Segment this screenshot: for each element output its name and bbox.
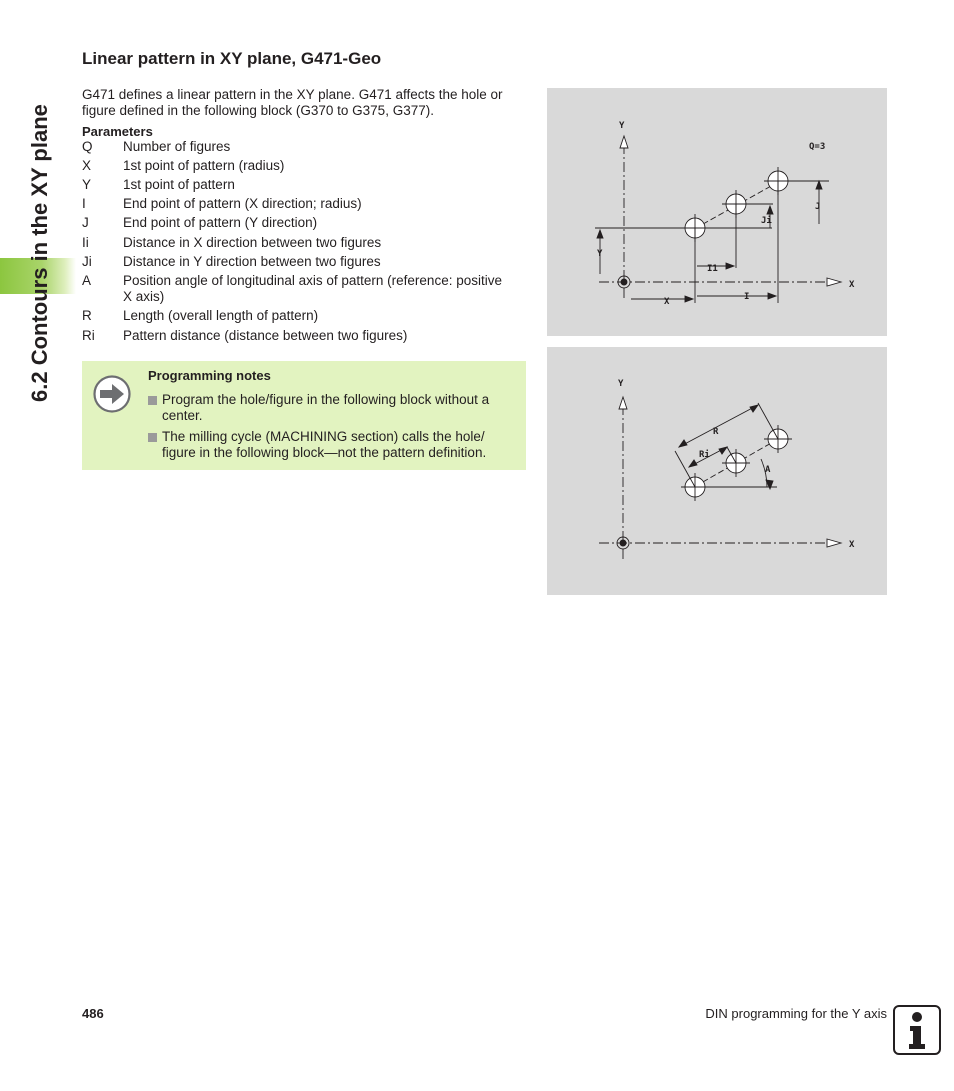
parameter-description: Number of figures bbox=[123, 139, 231, 154]
parameter-description: Distance in Y direction between two figures bbox=[123, 254, 381, 269]
parameter-description: End point of pattern (X direction; radius) bbox=[123, 196, 362, 211]
parameter-key: A bbox=[82, 273, 92, 288]
parameter-description: 1st point of pattern bbox=[123, 177, 235, 192]
parameter-key: Q bbox=[82, 139, 93, 154]
intro-paragraph: G471 defines a linear pattern in the XY plane. G471 affects the hole or figure defined in the following block (G370 to G375, G377). bbox=[82, 87, 503, 118]
x-dimension-label: X bbox=[664, 297, 670, 307]
i1-dimension-label: I1 bbox=[707, 264, 718, 274]
linear-pattern-diagram bbox=[547, 88, 887, 336]
y-axis-label: Y bbox=[618, 379, 624, 389]
x-axis-label: X bbox=[849, 280, 855, 290]
chapter-side-title: 6.2 Contours in the XY plane bbox=[27, 104, 52, 402]
bullet-square-icon bbox=[148, 433, 157, 442]
x-axis-label: X bbox=[849, 540, 855, 550]
info-glyph bbox=[895, 1007, 939, 1053]
parameter-description: Pattern distance (distance between two figures) bbox=[123, 328, 408, 343]
parameter-key: Ri bbox=[82, 328, 95, 343]
pattern-angle-diagram bbox=[547, 347, 887, 595]
notes-title: Programming notes bbox=[148, 368, 271, 383]
bullet-square-icon bbox=[148, 396, 157, 405]
y-axis-label: Y bbox=[619, 121, 625, 131]
q-label: Q=3 bbox=[809, 142, 826, 152]
ri-dimension-label: Ri bbox=[699, 450, 710, 460]
r-dimension-label: R bbox=[713, 427, 719, 437]
parameter-key: Ii bbox=[82, 235, 89, 250]
ji-dimension-label: Ji bbox=[761, 216, 772, 226]
pattern-angle-drawing bbox=[547, 347, 887, 595]
info-icon bbox=[893, 1005, 941, 1055]
angle-a-label: A bbox=[765, 465, 771, 475]
parameter-key: Y bbox=[82, 177, 92, 192]
parameter-key: Ji bbox=[82, 254, 92, 269]
i-dimension-label: I bbox=[744, 292, 750, 302]
parameters-heading: Parameters bbox=[82, 124, 153, 139]
parameter-key: R bbox=[82, 308, 92, 323]
parameter-key: X bbox=[82, 158, 92, 173]
parameter-description: Position angle of longitudinal axis of pattern (reference: positive X axis) bbox=[123, 273, 502, 304]
parameter-key: J bbox=[82, 215, 89, 230]
parameter-description: Length (overall length of pattern) bbox=[123, 308, 319, 323]
footer-chapter-text: DIN programming for the Y axis bbox=[705, 1006, 887, 1021]
page-number: 486 bbox=[82, 1006, 104, 1021]
parameter-key: I bbox=[82, 196, 86, 211]
y-dimension-label: Y bbox=[597, 249, 603, 259]
arrow-right-icon bbox=[92, 374, 132, 414]
j-dimension-label: J bbox=[815, 202, 821, 212]
parameter-description: 1st point of pattern (radius) bbox=[123, 158, 285, 173]
pattern-drawing bbox=[547, 88, 887, 336]
note-text: The milling cycle (MACHINING section) calls the hole/ figure in the following block—not the pattern definition. bbox=[162, 429, 487, 460]
note-text: Program the hole/figure in the following block without a center. bbox=[162, 392, 490, 423]
parameter-description: End point of pattern (Y direction) bbox=[123, 215, 318, 230]
section-title: Linear pattern in XY plane, G471-Geo bbox=[82, 49, 382, 68]
programming-notes-box bbox=[82, 361, 526, 470]
parameter-description: Distance in X direction between two figures bbox=[123, 235, 382, 250]
